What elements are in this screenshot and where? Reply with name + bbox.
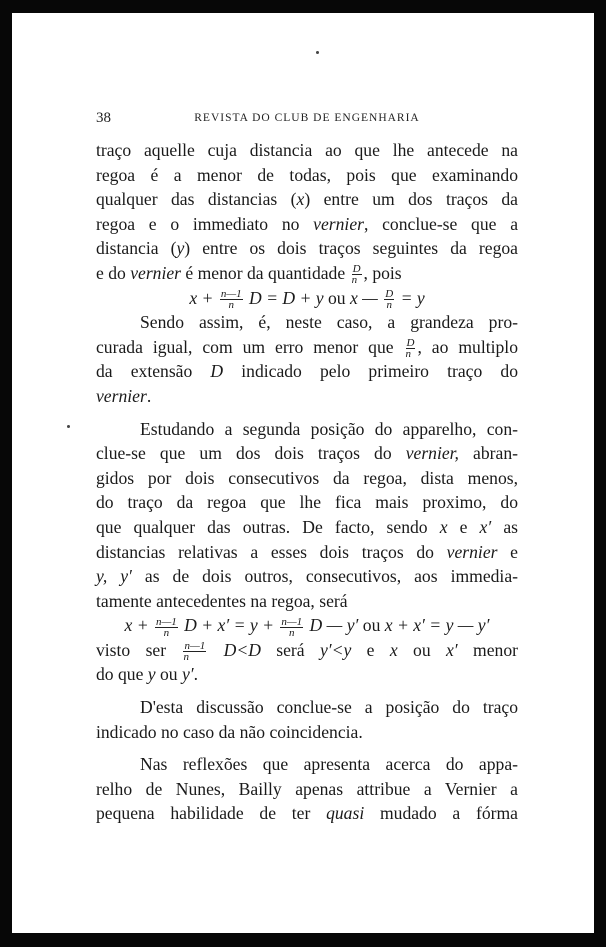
page-number: 38 xyxy=(96,110,111,126)
text-line: pequena habilidade de ter quasi mudado a fórma xyxy=(96,803,518,824)
text-line: curada igual, com um erro menor que $\frac{D}{n}$ , ao multiplo xyxy=(96,336,518,361)
fraction: $\frac{n—1}{n}$ xyxy=(183,640,206,664)
text-line: tamente antecedentes na regoa, será xyxy=(96,590,348,611)
text-line: qualquer das distancias (x) entre um dos traços da xyxy=(96,189,518,210)
text-line: traço aquelle cuja distancia ao que lhe antecede na xyxy=(96,140,518,160)
page-header xyxy=(96,110,518,126)
text-line: regoa e o immediato no vernier, conclue-se que a xyxy=(96,213,519,234)
text-line: visto ser $\frac{n—1}{n}$ D<D será y′<y e x ou x′ menor xyxy=(96,639,518,664)
text-line: da extensão D indicado pelo primeiro traço do xyxy=(96,361,518,382)
text-line: Sendo assim, é, neste caso, a grandeza pro- xyxy=(140,312,518,333)
text-line: do que y ou y′. xyxy=(96,664,199,685)
text-line: que qualquer das outras. De facto, sendo x e x′ as xyxy=(96,516,518,537)
text-line: indicado no caso da não coincidencia. xyxy=(96,721,363,742)
text-line: gidos por dois consecutivos da regoa, dista menos, xyxy=(96,467,518,488)
fraction: $\frac{n—1}{n}$ xyxy=(156,615,177,639)
text-line: D'esta discussão conclue-se a posição do traço xyxy=(140,697,518,718)
fraction: $\frac{n—1}{n}$ xyxy=(220,288,242,312)
formula-2: x + $\frac{n—1}{n}$ D + x′ = y + $\frac{n—1}{n}$ D — y′ ou x + x′ = y — y′ xyxy=(124,615,490,639)
fraction: $\frac{D}{n}$ xyxy=(405,337,415,361)
text-line: vernier. xyxy=(96,385,152,406)
text-line: clue-se que um dos dois traços do vernier, abran- xyxy=(96,443,518,464)
text-line: do traço da regoa que lhe fica mais proximo, do xyxy=(96,492,518,513)
speck-mark xyxy=(316,51,319,54)
text-line: regoa é a menor de todas, pois que examinando xyxy=(96,164,518,185)
formula-1: x + $\frac{n—1}{n}$ D = D + y ou x — $\frac{D}{n}$ = y xyxy=(189,287,425,312)
text-line: e do vernier é menor da quantidade $\frac{D}{n}$ , pois xyxy=(96,262,402,287)
running-title: REVISTA DO CLUB DE ENGENHARIA xyxy=(194,112,420,124)
text-line: Estudando a segunda posição do apparelho, con- xyxy=(140,418,518,439)
text-line: distancia (y) entre os dois traços seguintes da regoa xyxy=(96,238,518,259)
fraction: $\frac{D}{n}$ xyxy=(351,263,361,287)
body-text xyxy=(96,138,518,826)
fraction: $\frac{D}{n}$ xyxy=(385,288,394,312)
speck-mark xyxy=(67,425,70,428)
text-line: distancias relativas a esses dois traços do vernier e xyxy=(96,541,518,562)
text-line: y, y′ as de dois outros, consecutivos, aos immedia- xyxy=(96,566,518,587)
text-line: Nas reflexões que apresenta acerca do appa- xyxy=(140,754,518,775)
text-line: relho de Nunes, Bailly apenas attribue a Vernier a xyxy=(96,778,518,799)
fraction: $\frac{n—1}{n}$ xyxy=(281,615,303,639)
